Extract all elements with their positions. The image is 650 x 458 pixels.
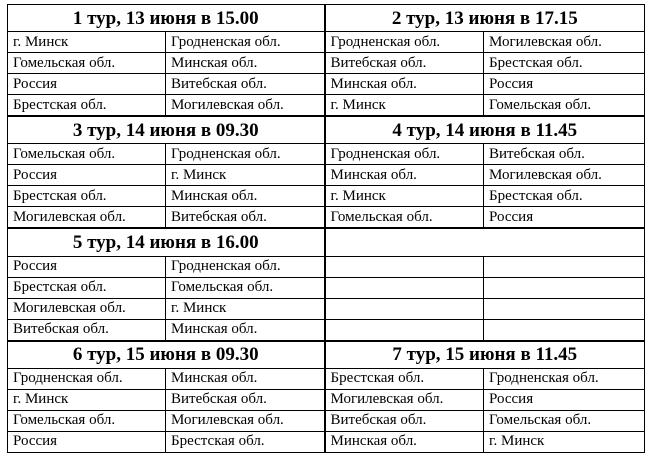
away-team-cell (484, 319, 645, 341)
home-team-cell: Брестская обл. (325, 368, 484, 389)
away-team-cell: Россия (484, 74, 645, 95)
home-team-cell: г. Минск (8, 32, 166, 53)
home-team-cell: Гомельская обл. (325, 207, 484, 229)
away-team-cell: Россия (484, 389, 645, 410)
away-team-cell: Гродненская обл. (484, 368, 645, 389)
schedule-body (8, 5, 645, 453)
match-row (8, 95, 645, 117)
match-row (8, 144, 645, 165)
match-row (8, 389, 645, 410)
match-row (8, 368, 645, 389)
away-team-cell: Могилевская обл. (166, 95, 325, 117)
match-row (8, 298, 645, 319)
away-team-cell: Гродненская обл. (166, 256, 325, 277)
away-team-cell: Гродненская обл. (166, 32, 325, 53)
home-team-cell: г. Минск (325, 186, 484, 207)
home-team-cell (325, 256, 484, 277)
away-team-cell: Брестская обл. (166, 431, 325, 452)
match-row (8, 186, 645, 207)
away-team-cell: Могилевская обл. (484, 32, 645, 53)
home-team-cell: Россия (8, 256, 166, 277)
home-team-cell (325, 319, 484, 341)
round-title: 3 тур, 14 июня в 09.30 (8, 116, 325, 144)
away-team-cell: г. Минск (166, 298, 325, 319)
round-header-row (8, 228, 645, 256)
home-team-cell: г. Минск (325, 95, 484, 117)
home-team-cell: Витебская обл. (325, 53, 484, 74)
round-title: 5 тур, 14 июня в 16.00 (8, 228, 325, 256)
match-row (8, 74, 645, 95)
home-team-cell: Брестская обл. (8, 277, 166, 298)
home-team-cell: Минская обл. (325, 74, 484, 95)
away-team-cell (484, 277, 645, 298)
match-row (8, 165, 645, 186)
home-team-cell: Витебская обл. (325, 410, 484, 431)
home-team-cell (325, 298, 484, 319)
away-team-cell: Гомельская обл. (484, 95, 645, 117)
away-team-cell: Минская обл. (166, 368, 325, 389)
match-row (8, 431, 645, 452)
home-team-cell: г. Минск (8, 389, 166, 410)
round-title (325, 228, 645, 256)
away-team-cell: Могилевская обл. (166, 410, 325, 431)
match-row (8, 53, 645, 74)
home-team-cell: Гомельская обл. (8, 410, 166, 431)
match-row (8, 256, 645, 277)
home-team-cell: Гомельская обл. (8, 144, 166, 165)
away-team-cell: Гродненская обл. (166, 144, 325, 165)
away-team-cell: Минская обл. (166, 53, 325, 74)
round-title: 6 тур, 15 июня в 09.30 (8, 341, 325, 369)
home-team-cell: Витебская обл. (8, 319, 166, 341)
away-team-cell: Могилевская обл. (484, 165, 645, 186)
home-team-cell: Минская обл. (325, 165, 484, 186)
away-team-cell (484, 256, 645, 277)
match-row (8, 319, 645, 341)
home-team-cell: Могилевская обл. (325, 389, 484, 410)
away-team-cell: Брестская обл. (484, 53, 645, 74)
home-team-cell: Россия (8, 165, 166, 186)
home-team-cell: Гродненская обл. (325, 144, 484, 165)
away-team-cell: Брестская обл. (484, 186, 645, 207)
home-team-cell: Могилевская обл. (8, 298, 166, 319)
away-team-cell: Минская обл. (166, 319, 325, 341)
home-team-cell: Брестская обл. (8, 95, 166, 117)
home-team-cell (325, 277, 484, 298)
away-team-cell: Витебская обл. (166, 74, 325, 95)
home-team-cell: Минская обл. (325, 431, 484, 452)
home-team-cell: Россия (8, 74, 166, 95)
schedule-table (7, 4, 645, 453)
home-team-cell: Гродненская обл. (325, 32, 484, 53)
away-team-cell (484, 298, 645, 319)
match-row (8, 277, 645, 298)
round-title: 1 тур, 13 июня в 15.00 (8, 5, 325, 32)
round-title: 4 тур, 14 июня в 11.45 (325, 116, 645, 144)
away-team-cell: г. Минск (166, 165, 325, 186)
home-team-cell: Гродненская обл. (8, 368, 166, 389)
round-title: 2 тур, 13 июня в 17.15 (325, 5, 645, 32)
match-row (8, 410, 645, 431)
round-header-row (8, 5, 645, 32)
away-team-cell: г. Минск (484, 431, 645, 452)
match-row (8, 207, 645, 229)
away-team-cell: Витебская обл. (166, 207, 325, 229)
round-header-row (8, 116, 645, 144)
away-team-cell: Россия (484, 207, 645, 229)
round-header-row (8, 341, 645, 369)
away-team-cell: Минская обл. (166, 186, 325, 207)
away-team-cell: Гомельская обл. (166, 277, 325, 298)
away-team-cell: Гомельская обл. (484, 410, 645, 431)
home-team-cell: Гомельская обл. (8, 53, 166, 74)
match-row (8, 32, 645, 53)
round-title: 7 тур, 15 июня в 11.45 (325, 341, 645, 369)
away-team-cell: Витебская обл. (484, 144, 645, 165)
home-team-cell: Могилевская обл. (8, 207, 166, 229)
away-team-cell: Витебская обл. (166, 389, 325, 410)
home-team-cell: Россия (8, 431, 166, 452)
home-team-cell: Брестская обл. (8, 186, 166, 207)
